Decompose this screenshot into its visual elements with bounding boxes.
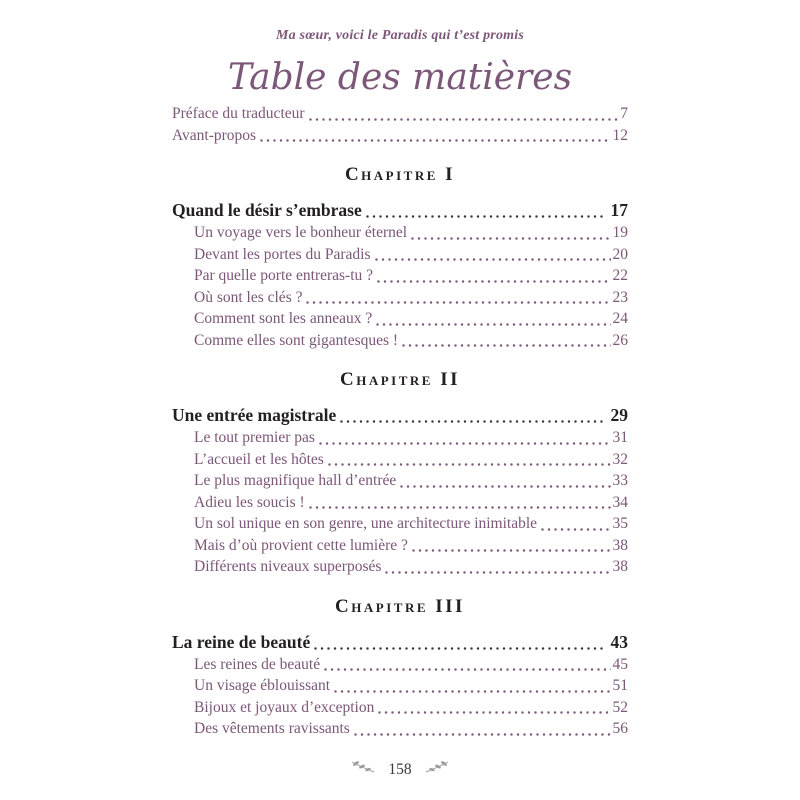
toc-entry-label: La reine de beauté (172, 631, 311, 652)
toc-entry-page: 52 (612, 698, 628, 716)
toc-entry (172, 556, 628, 578)
dot-leader (324, 667, 610, 672)
toc-entry-page: 23 (612, 288, 628, 306)
toc-entry-page: 32 (612, 450, 628, 468)
page-footer (0, 759, 800, 780)
toc-entry (172, 244, 628, 266)
toc-entry-label: Les reines de beauté (194, 655, 321, 673)
toc-entry-page: 19 (612, 224, 628, 241)
toc-front-entry (172, 103, 628, 125)
table-of-contents (172, 103, 628, 740)
toc-entry-label: Devant les portes du Paradis (194, 245, 371, 263)
toc-entry (172, 427, 628, 449)
toc-entry-label: Quand le désir s’embrase (172, 200, 362, 220)
laurel-ornament-right-icon (424, 759, 450, 780)
toc-entry-page: 12 (612, 126, 628, 144)
toc-entry-page: 26 (612, 331, 628, 349)
toc-entry (172, 222, 628, 244)
toc-entry-page: 43 (610, 631, 628, 652)
toc-entry-page: 51 (612, 677, 628, 694)
toc-chapter-title-entry (172, 403, 628, 427)
toc-chapter-title-entry (172, 630, 628, 654)
dot-leader (309, 117, 619, 122)
toc-entry-label: Comme elles sont gigantesques ! (194, 331, 399, 349)
toc-entry-label: Différents niveaux superposés (194, 558, 382, 575)
toc-entry-page: 20 (612, 245, 628, 263)
dot-leader (411, 236, 610, 241)
dot-leader (385, 570, 610, 575)
toc-entry (172, 718, 628, 740)
dot-leader (376, 322, 610, 327)
toc-entry-page: 34 (612, 493, 628, 511)
dot-leader (354, 732, 611, 737)
toc-entry (172, 330, 628, 352)
toc-entry-page: 29 (610, 405, 628, 425)
toc-entry-label: Une entrée magistrale (172, 405, 337, 425)
toc-entry-page: 24 (612, 310, 628, 327)
toc-entry-label: Comment sont les anneaux ? (194, 310, 373, 327)
toc-entry-page: 17 (610, 200, 628, 220)
toc-entry-page: 38 (612, 536, 628, 554)
dot-leader (377, 279, 610, 284)
chapter-heading: Chapitre I (344, 164, 456, 185)
dot-leader (378, 710, 610, 715)
dot-leader (309, 505, 611, 510)
toc-entry-label: Avant-propos (172, 126, 257, 144)
toc-entry-label: Adieu les soucis ! (194, 493, 305, 511)
toc-entry (172, 513, 628, 535)
toc-entry-page: 33 (612, 472, 628, 489)
toc-entry (172, 535, 628, 557)
toc-entry (172, 675, 628, 697)
chapter-heading: Chapitre II (340, 369, 460, 390)
toc-entry-page: 56 (612, 720, 628, 737)
toc-entry-label: Mais d’où provient cette lumière ? (194, 536, 408, 554)
toc-entry (172, 265, 628, 287)
page-title: Table des matières (227, 57, 573, 98)
toc-chapter-title-entry (172, 198, 628, 222)
dot-leader (260, 138, 610, 143)
toc-entry (172, 449, 628, 471)
toc-entry-label: Par quelle porte entreras-tu ? (194, 267, 374, 284)
dot-leader (328, 462, 611, 467)
toc-entry (172, 654, 628, 676)
toc-entry (172, 308, 628, 330)
toc-entry-label: L’accueil et les hôtes (194, 450, 324, 468)
toc-entry-page: 38 (612, 558, 628, 575)
chapter-heading: Chapitre III (335, 595, 465, 617)
toc-entry-label: Un visage éblouissant (194, 677, 331, 694)
toc-entry (172, 697, 628, 719)
toc-entry-page: 22 (612, 267, 628, 284)
dot-leader (402, 343, 610, 348)
toc-entry-page: 35 (612, 515, 628, 532)
toc-entry (172, 470, 628, 492)
toc-entry-page: 31 (612, 429, 628, 446)
toc-entry-label: Un voyage vers le bonheur éternel (194, 224, 408, 241)
toc-entry-page: 7 (620, 105, 628, 122)
toc-entry-label: Bijoux et joyaux d’exception (194, 698, 375, 716)
toc-entry-label: Le tout premier pas (194, 429, 315, 446)
toc-entry-label: Un sol unique en son genre, une architecture inimitable (194, 515, 538, 532)
dot-leader (334, 689, 610, 694)
toc-entry (172, 287, 628, 309)
toc-front-entry (172, 125, 628, 147)
dot-leader (314, 646, 603, 651)
running-header: Ma sœur, voici le Paradis qui t’est promis (276, 28, 524, 43)
dot-leader (412, 548, 611, 553)
toc-entry-label: Des vêtements ravissants (194, 720, 350, 737)
toc-entry-page: 45 (612, 655, 628, 673)
dot-leader (319, 441, 611, 446)
toc-entry-label: Préface du traducteur (172, 105, 305, 122)
dot-leader (375, 257, 611, 262)
laurel-ornament-left-icon (350, 759, 376, 780)
toc-entry (172, 492, 628, 514)
toc-entry-label: Où sont les clés ? (194, 288, 303, 306)
dot-leader (306, 300, 610, 305)
footer-page-number: 158 (388, 760, 412, 778)
dot-leader (541, 527, 610, 532)
dot-leader (400, 484, 610, 489)
toc-entry-label: Le plus magnifique hall d’entrée (194, 472, 397, 489)
dot-leader (340, 419, 603, 424)
dot-leader (366, 214, 604, 219)
